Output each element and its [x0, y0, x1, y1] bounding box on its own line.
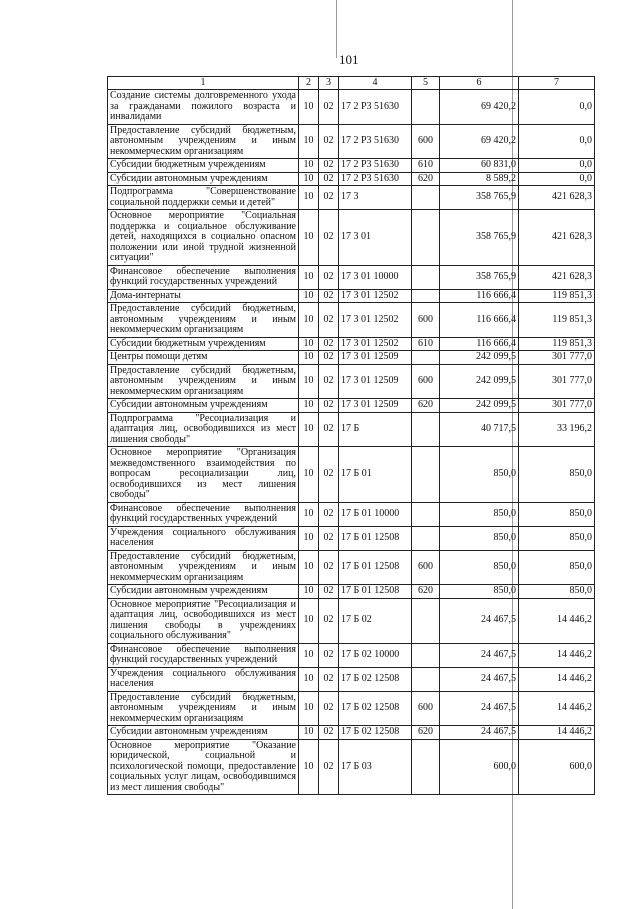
subsection-code: 02	[319, 265, 339, 289]
table-row	[108, 598, 595, 643]
row-name: Финансовое обеспечение выполнения функций государственных учреждений	[108, 265, 299, 289]
subsection-code: 02	[319, 739, 339, 795]
amount-year-2: 421 628,3	[519, 265, 595, 289]
amount-year-1: 116 666,4	[440, 303, 519, 338]
subsection-code: 02	[319, 502, 339, 526]
table-row	[108, 585, 595, 599]
target-article-code: 17 3 01 12509	[339, 351, 412, 365]
target-article-code: 17 2 P3 51630	[339, 90, 412, 125]
expense-type-code: 600	[412, 550, 440, 585]
row-name: Подпрограмма "Совершенствование социальной поддержки семьи и детей"	[108, 186, 299, 210]
section-code: 10	[299, 337, 319, 351]
row-name: Основное мероприятие "Ресоциализация и адаптация лиц, освободившихся из мест лишения свободы в учреждениях социального обслуживания"	[108, 598, 299, 643]
section-code: 10	[299, 739, 319, 795]
row-name: Субсидии бюджетным учреждениям	[108, 337, 299, 351]
amount-year-1: 242 099,5	[440, 351, 519, 365]
target-article-code: 17 2 P3 51630	[339, 159, 412, 173]
subsection-code: 02	[319, 585, 339, 599]
expense-type-code	[412, 186, 440, 210]
subsection-code: 02	[319, 172, 339, 186]
table-row	[108, 303, 595, 338]
section-code: 10	[299, 364, 319, 399]
table-row	[108, 186, 595, 210]
target-article-code: 17 Б 02	[339, 598, 412, 643]
target-article-code: 17 Б 01	[339, 447, 412, 503]
expense-type-code: 600	[412, 691, 440, 726]
table-row	[108, 691, 595, 726]
section-code: 10	[299, 726, 319, 740]
row-name: Основное мероприятие "Социальная поддержка и социальное обслуживание детей, находящихся в социально опасном положении или иной трудной жизненной ситуации"	[108, 210, 299, 266]
section-code: 10	[299, 124, 319, 159]
subsection-code: 02	[319, 351, 339, 365]
expense-type-code	[412, 289, 440, 303]
row-name: Дома-интернаты	[108, 289, 299, 303]
expense-type-code	[412, 210, 440, 266]
row-name: Финансовое обеспечение выполнения функций государственных учреждений	[108, 502, 299, 526]
target-article-code: 17 Б 01 12508	[339, 550, 412, 585]
section-code: 10	[299, 585, 319, 599]
row-name: Предоставление субсидий бюджетным, автономным учреждениям и иным некоммерческим организациям	[108, 303, 299, 338]
section-code: 10	[299, 550, 319, 585]
amount-year-2: 14 446,2	[519, 726, 595, 740]
target-article-code: 17 Б 01 12508	[339, 526, 412, 550]
amount-year-2: 850,0	[519, 526, 595, 550]
subsection-code: 02	[319, 447, 339, 503]
subsection-code: 02	[319, 412, 339, 447]
subsection-code: 02	[319, 210, 339, 266]
header-col-3: 3	[319, 77, 339, 90]
amount-year-2: 850,0	[519, 585, 595, 599]
table-row	[108, 399, 595, 413]
subsection-code: 02	[319, 289, 339, 303]
table-row	[108, 526, 595, 550]
amount-year-2: 850,0	[519, 502, 595, 526]
amount-year-2: 421 628,3	[519, 210, 595, 266]
section-code: 10	[299, 691, 319, 726]
section-code: 10	[299, 502, 319, 526]
budget-table	[107, 76, 595, 795]
expense-type-code	[412, 643, 440, 667]
amount-year-2: 301 777,0	[519, 399, 595, 413]
table-row	[108, 739, 595, 795]
expense-type-code: 620	[412, 726, 440, 740]
amount-year-1: 242 099,5	[440, 399, 519, 413]
header-col-7: 7	[519, 77, 595, 90]
table-row	[108, 289, 595, 303]
header-col-1: 1	[108, 77, 299, 90]
amount-year-2: 850,0	[519, 550, 595, 585]
amount-year-1: 850,0	[440, 502, 519, 526]
table-row	[108, 124, 595, 159]
target-article-code: 17 Б 03	[339, 739, 412, 795]
table-row	[108, 337, 595, 351]
header-col-4: 4	[339, 77, 412, 90]
target-article-code: 17 Б 02 12508	[339, 691, 412, 726]
target-article-code: 17 Б 02 12508	[339, 726, 412, 740]
header-row	[108, 77, 595, 90]
row-name: Финансовое обеспечение выполнения функций государственных учреждений	[108, 643, 299, 667]
subsection-code: 02	[319, 186, 339, 210]
amount-year-1: 116 666,4	[440, 337, 519, 351]
target-article-code: 17 2 P3 51630	[339, 124, 412, 159]
section-code: 10	[299, 598, 319, 643]
amount-year-1: 850,0	[440, 447, 519, 503]
amount-year-1: 358 765,9	[440, 265, 519, 289]
subsection-code: 02	[319, 726, 339, 740]
target-article-code: 17 3 01 12502	[339, 289, 412, 303]
section-code: 10	[299, 412, 319, 447]
target-article-code: 17 3 01 12502	[339, 337, 412, 351]
table-row	[108, 726, 595, 740]
subsection-code: 02	[319, 667, 339, 691]
amount-year-1: 69 420,2	[440, 124, 519, 159]
subsection-code: 02	[319, 364, 339, 399]
section-code: 10	[299, 351, 319, 365]
expense-type-code: 610	[412, 337, 440, 351]
row-name: Учреждения социального обслуживания населения	[108, 526, 299, 550]
expense-type-code: 620	[412, 585, 440, 599]
expense-type-code: 610	[412, 159, 440, 173]
row-name: Предоставление субсидий бюджетным, автономным учреждениям и иным некоммерческим организациям	[108, 550, 299, 585]
section-code: 10	[299, 172, 319, 186]
section-code: 10	[299, 303, 319, 338]
amount-year-1: 850,0	[440, 585, 519, 599]
target-article-code: 17 Б	[339, 412, 412, 447]
amount-year-2: 0,0	[519, 90, 595, 125]
amount-year-2: 119 851,3	[519, 289, 595, 303]
amount-year-1: 24 467,5	[440, 598, 519, 643]
section-code: 10	[299, 526, 319, 550]
expense-type-code	[412, 351, 440, 365]
expense-type-code: 600	[412, 364, 440, 399]
row-name: Предоставление субсидий бюджетным, автономным учреждениям и иным некоммерческим организациям	[108, 124, 299, 159]
expense-type-code	[412, 90, 440, 125]
amount-year-2: 119 851,3	[519, 303, 595, 338]
expense-type-code	[412, 447, 440, 503]
subsection-code: 02	[319, 691, 339, 726]
expense-type-code	[412, 598, 440, 643]
table-row	[108, 265, 595, 289]
row-name: Предоставление субсидий бюджетным, автономным учреждениям и иным некоммерческим организациям	[108, 364, 299, 399]
scan-line-top	[336, 0, 337, 58]
row-name: Подпрограмма "Ресоциализация и адаптация лиц, освободившихся из мест лишения свободы"	[108, 412, 299, 447]
amount-year-2: 14 446,2	[519, 598, 595, 643]
subsection-code: 02	[319, 643, 339, 667]
expense-type-code: 600	[412, 303, 440, 338]
subsection-code: 02	[319, 303, 339, 338]
section-code: 10	[299, 643, 319, 667]
expense-type-code	[412, 265, 440, 289]
row-name: Учреждения социального обслуживания населения	[108, 667, 299, 691]
amount-year-2: 14 446,2	[519, 667, 595, 691]
expense-type-code	[412, 739, 440, 795]
expense-type-code	[412, 526, 440, 550]
amount-year-2: 600,0	[519, 739, 595, 795]
row-name: Центры помощи детям	[108, 351, 299, 365]
table-row	[108, 159, 595, 173]
expense-type-code	[412, 412, 440, 447]
table-row	[108, 90, 595, 125]
table-row	[108, 210, 595, 266]
subsection-code: 02	[319, 399, 339, 413]
amount-year-1: 850,0	[440, 550, 519, 585]
row-name: Субсидии автономным учреждениям	[108, 726, 299, 740]
section-code: 10	[299, 265, 319, 289]
amount-year-2: 14 446,2	[519, 643, 595, 667]
subsection-code: 02	[319, 550, 339, 585]
amount-year-1: 24 467,5	[440, 643, 519, 667]
header-col-6: 6	[440, 77, 519, 90]
expense-type-code: 620	[412, 399, 440, 413]
amount-year-1: 8 589,2	[440, 172, 519, 186]
section-code: 10	[299, 210, 319, 266]
amount-year-1: 24 467,5	[440, 726, 519, 740]
subsection-code: 02	[319, 90, 339, 125]
amount-year-1: 24 467,5	[440, 667, 519, 691]
table-row	[108, 550, 595, 585]
section-code: 10	[299, 667, 319, 691]
table-row	[108, 643, 595, 667]
target-article-code: 17 2 P3 51630	[339, 172, 412, 186]
expense-type-code: 600	[412, 124, 440, 159]
expense-type-code	[412, 667, 440, 691]
row-name: Основное мероприятие "Оказание юридической, социальной и психологической помощи, предоставление социальных услуг лицам, освободившимся из мест лишения свободы"	[108, 739, 299, 795]
row-name: Создание системы долговременного ухода за гражданами пожилого возраста и инвалидами	[108, 90, 299, 125]
row-name: Субсидии автономным учреждениям	[108, 399, 299, 413]
amount-year-2: 421 628,3	[519, 186, 595, 210]
target-article-code: 17 Б 01 10000	[339, 502, 412, 526]
amount-year-2: 33 196,2	[519, 412, 595, 447]
amount-year-1: 242 099,5	[440, 364, 519, 399]
target-article-code: 17 3 01 10000	[339, 265, 412, 289]
amount-year-1: 600,0	[440, 739, 519, 795]
subsection-code: 02	[319, 124, 339, 159]
amount-year-1: 358 765,9	[440, 186, 519, 210]
amount-year-1: 60 831,0	[440, 159, 519, 173]
amount-year-2: 850,0	[519, 447, 595, 503]
target-article-code: 17 3 01 12509	[339, 364, 412, 399]
section-code: 10	[299, 90, 319, 125]
target-article-code: 17 3 01	[339, 210, 412, 266]
row-name: Субсидии автономным учреждениям	[108, 172, 299, 186]
section-code: 10	[299, 447, 319, 503]
subsection-code: 02	[319, 337, 339, 351]
table-row	[108, 351, 595, 365]
table-row	[108, 667, 595, 691]
target-article-code: 17 Б 02 10000	[339, 643, 412, 667]
target-article-code: 17 3 01 12509	[339, 399, 412, 413]
target-article-code: 17 Б 02 12508	[339, 667, 412, 691]
subsection-code: 02	[319, 598, 339, 643]
row-name: Основное мероприятие "Организация межведомственного взаимодействия по вопросам ресоциализации лиц, освободившихся из мест лишения свободы"	[108, 447, 299, 503]
amount-year-2: 0,0	[519, 124, 595, 159]
amount-year-1: 850,0	[440, 526, 519, 550]
table-row	[108, 364, 595, 399]
amount-year-1: 24 467,5	[440, 691, 519, 726]
table-row	[108, 502, 595, 526]
expense-type-code	[412, 502, 440, 526]
section-code: 10	[299, 399, 319, 413]
amount-year-2: 0,0	[519, 159, 595, 173]
amount-year-2: 0,0	[519, 172, 595, 186]
amount-year-2: 301 777,0	[519, 351, 595, 365]
page-number: 101	[339, 52, 359, 67]
expense-type-code: 620	[412, 172, 440, 186]
target-article-code: 17 3	[339, 186, 412, 210]
header-col-2: 2	[299, 77, 319, 90]
row-name: Субсидии автономным учреждениям	[108, 585, 299, 599]
amount-year-1: 358 765,9	[440, 210, 519, 266]
amount-year-1: 40 717,5	[440, 412, 519, 447]
table-row	[108, 412, 595, 447]
row-name: Субсидии бюджетным учреждениям	[108, 159, 299, 173]
row-name: Предоставление субсидий бюджетным, автономным учреждениям и иным некоммерческим организациям	[108, 691, 299, 726]
target-article-code: 17 Б 01 12508	[339, 585, 412, 599]
amount-year-2: 14 446,2	[519, 691, 595, 726]
target-article-code: 17 3 01 12502	[339, 303, 412, 338]
subsection-code: 02	[319, 526, 339, 550]
amount-year-2: 301 777,0	[519, 364, 595, 399]
section-code: 10	[299, 289, 319, 303]
table-row	[108, 172, 595, 186]
subsection-code: 02	[319, 159, 339, 173]
table-row	[108, 447, 595, 503]
amount-year-1: 116 666,4	[440, 289, 519, 303]
amount-year-1: 69 420,2	[440, 90, 519, 125]
section-code: 10	[299, 186, 319, 210]
section-code: 10	[299, 159, 319, 173]
header-col-5: 5	[412, 77, 440, 90]
amount-year-2: 119 851,3	[519, 337, 595, 351]
